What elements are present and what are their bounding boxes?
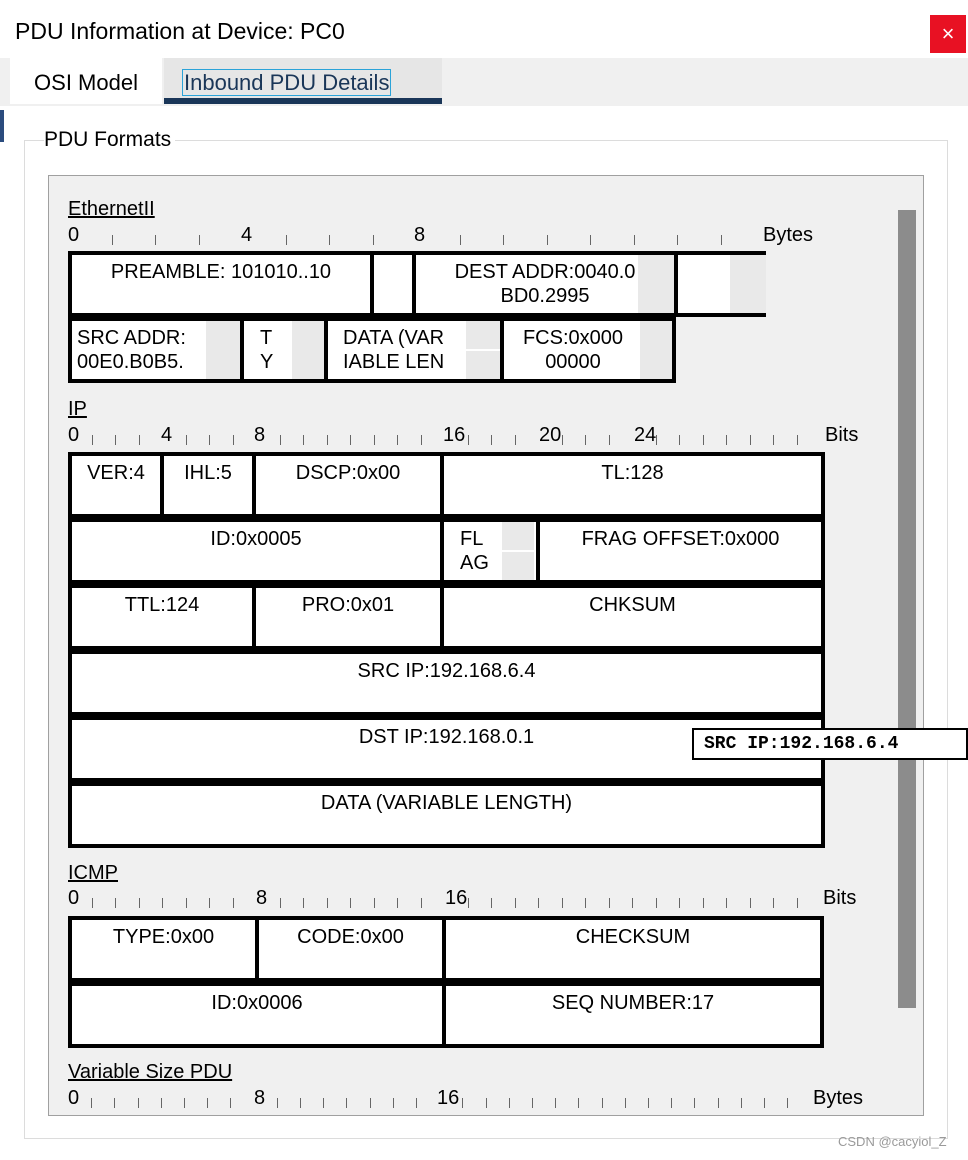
eth-data-text: DATA (VAR IABLE LEN — [343, 327, 445, 373]
eth-fcs-overflow — [640, 321, 672, 379]
ip-ruler-tick — [585, 435, 586, 445]
variable-pdu-ruler-tick — [625, 1098, 626, 1108]
icmp-ruler-tick — [139, 898, 140, 908]
ip-ruler-24: 24 — [634, 424, 657, 446]
ip-ruler-tick — [92, 435, 93, 445]
icmp-ruler-tick — [797, 898, 798, 908]
variable-pdu-ruler-tick — [787, 1098, 788, 1108]
ip-ruler-tick — [726, 435, 727, 445]
ip-frag-offset-text: FRAG OFFSET:0x000 — [581, 528, 780, 550]
variable-pdu-ruler-tick — [486, 1098, 487, 1108]
eth-cont-overflow — [730, 255, 766, 313]
variable-pdu-title: Variable Size PDU — [68, 1061, 233, 1083]
ip-tl-text: TL:128 — [601, 462, 664, 484]
variable-pdu-ruler-tick — [114, 1098, 115, 1108]
ip-data-field — [68, 782, 825, 848]
variable-pdu-ruler-tick — [184, 1098, 185, 1108]
icmp-id-text: ID:0x0006 — [211, 992, 303, 1014]
icmp-ruler-tick — [585, 898, 586, 908]
ip-dscp-text: DSCP:0x00 — [295, 462, 401, 484]
ip-dst-ip-text: DST IP:192.168.0.1 — [358, 726, 535, 748]
ip-ruler-tick — [139, 435, 140, 445]
eth-dest-addr-text: DEST ADDR:0040.0 BD0.2995 — [454, 261, 636, 307]
variable-pdu-ruler-tick — [323, 1098, 324, 1108]
icmp-seq-text: SEQ NUMBER:17 — [551, 992, 715, 1014]
icmp-ruler-tick — [303, 898, 304, 908]
ip-ruler-tick — [186, 435, 187, 445]
ip-ruler-tick — [491, 435, 492, 445]
ethernet-unit: Bytes — [763, 224, 814, 246]
icmp-id-field — [68, 982, 446, 1048]
ip-ruler-tick — [397, 435, 398, 445]
vertical-scrollbar-thumb[interactable] — [898, 210, 916, 1008]
icmp-ruler-tick — [679, 898, 680, 908]
eth-fcs-text: FCS:0x000 00000 — [522, 327, 624, 373]
close-icon: × — [941, 21, 955, 46]
background-window-edge — [0, 110, 4, 142]
variable-pdu-unit: Bytes — [813, 1087, 864, 1109]
ip-ttl-field — [68, 584, 256, 650]
ip-checksum-text: CHKSUM — [589, 594, 676, 616]
ip-data-text: DATA (VARIABLE LENGTH) — [320, 792, 573, 814]
icmp-ruler-8: 8 — [256, 887, 268, 909]
icmp-ruler-tick — [562, 898, 563, 908]
ip-ruler-tick — [656, 435, 657, 445]
variable-pdu-ruler-tick — [694, 1098, 695, 1108]
ip-ruler-tick — [797, 435, 798, 445]
ip-ver-field — [68, 452, 164, 518]
ip-id-text: ID:0x0005 — [210, 528, 302, 550]
icmp-title: ICMP — [68, 862, 118, 884]
icmp-ruler-tick — [92, 898, 93, 908]
eth-src-overflow — [206, 321, 240, 379]
icmp-ruler-tick — [421, 898, 422, 908]
icmp-ruler-tick — [468, 898, 469, 908]
ethernet-ruler-tick — [677, 235, 678, 245]
icmp-ruler-tick — [773, 898, 774, 908]
ip-ruler-tick — [468, 435, 469, 445]
icmp-ruler-0: 0 — [68, 887, 80, 909]
ip-ruler-tick — [350, 435, 351, 445]
eth-dest-overflow — [638, 255, 674, 313]
ethernet-ruler-tick — [373, 235, 374, 245]
ip-ttl-text: TTL:124 — [124, 594, 200, 616]
window-title: PDU Information at Device: PC0 — [15, 18, 345, 44]
ethernet-ruler-tick — [590, 235, 591, 245]
variable-pdu-ruler-tick — [462, 1098, 463, 1108]
ip-flag-overflow-bottom — [502, 552, 534, 580]
variable-pdu-ruler-tick — [207, 1098, 208, 1108]
eth-data-overflow-top — [466, 321, 500, 349]
ethernet-ruler-tick — [460, 235, 461, 245]
ethernet-ruler-8: 8 — [414, 224, 426, 246]
ip-ruler-tick — [374, 435, 375, 445]
ip-ruler-tick — [750, 435, 751, 445]
ip-ver-text: VER:4 — [87, 462, 145, 484]
variable-pdu-ruler-tick — [718, 1098, 719, 1108]
ip-ruler-tick — [233, 435, 234, 445]
ip-ruler-tick — [209, 435, 210, 445]
variable-pdu-ruler-tick — [648, 1098, 649, 1108]
ip-ruler-tick — [609, 435, 610, 445]
ethernet-ruler-tick — [634, 235, 635, 245]
eth-sfd-field — [370, 251, 416, 317]
variable-pdu-ruler-tick — [393, 1098, 394, 1108]
eth-preamble-text: PREAMBLE: 101010..10 — [110, 261, 332, 283]
variable-pdu-ruler-16: 16 — [437, 1087, 460, 1109]
variable-pdu-ruler-tick — [532, 1098, 533, 1108]
ip-ihl-field — [160, 452, 256, 518]
ip-dscp-field — [252, 452, 444, 518]
ip-ihl-text: IHL:5 — [184, 462, 232, 484]
icmp-ruler-tick — [703, 898, 704, 908]
ip-ruler-4: 4 — [161, 424, 173, 446]
tab-inbound-pdu-details[interactable] — [164, 58, 442, 104]
ip-ruler-16: 16 — [443, 424, 466, 446]
variable-pdu-ruler-8: 8 — [254, 1087, 266, 1109]
variable-pdu-ruler-tick — [764, 1098, 765, 1108]
icmp-ruler-tick — [632, 898, 633, 908]
icmp-code-field — [255, 916, 446, 982]
eth-preamble-field — [68, 251, 374, 317]
icmp-ruler-tick — [750, 898, 751, 908]
icmp-ruler-tick — [162, 898, 163, 908]
watermark: CSDN @cacyiol_Z — [838, 1134, 947, 1149]
field-tooltip: SRC IP:192.168.6.4 — [692, 728, 968, 760]
ethernet-ruler-tick — [329, 235, 330, 245]
tab-osi-model[interactable]: OSI Model — [10, 58, 162, 104]
ethernet-ruler-0: 0 — [68, 224, 80, 246]
variable-pdu-ruler-tick — [578, 1098, 579, 1108]
icmp-ruler-tick — [726, 898, 727, 908]
ethernet-ruler-tick — [503, 235, 504, 245]
icmp-ruler-tick — [609, 898, 610, 908]
eth-type-text: T Y — [260, 327, 274, 373]
tab-inbound-label: Inbound PDU Details — [184, 70, 390, 95]
variable-pdu-ruler-tick — [138, 1098, 139, 1108]
ethernet-ruler-tick — [286, 235, 287, 245]
ip-ruler-tick — [280, 435, 281, 445]
ip-flag-overflow-top — [502, 522, 534, 550]
icmp-code-text: CODE:0x00 — [297, 926, 404, 948]
icmp-ruler-tick — [656, 898, 657, 908]
variable-pdu-ruler-tick — [741, 1098, 742, 1108]
ip-id-field — [68, 518, 444, 584]
ip-ruler-tick — [679, 435, 680, 445]
icmp-seq-field — [442, 982, 824, 1048]
ip-ruler-tick — [562, 435, 563, 445]
ip-ruler-0: 0 — [68, 424, 80, 446]
ethernet-ruler-tick — [721, 235, 722, 245]
ip-ruler-tick — [773, 435, 774, 445]
icmp-ruler-tick — [538, 898, 539, 908]
variable-pdu-ruler-tick — [555, 1098, 556, 1108]
icmp-type-field — [68, 916, 259, 982]
ethernet-ruler-tick — [112, 235, 113, 245]
variable-pdu-ruler-tick — [300, 1098, 301, 1108]
icmp-ruler-tick — [374, 898, 375, 908]
icmp-ruler-tick — [515, 898, 516, 908]
ip-ruler-8: 8 — [254, 424, 266, 446]
icmp-ruler-16: 16 — [445, 887, 468, 909]
ip-ruler-tick — [327, 435, 328, 445]
ip-ruler-tick — [421, 435, 422, 445]
eth-data-overflow-bottom — [466, 351, 500, 379]
variable-pdu-ruler-tick — [416, 1098, 417, 1108]
eth-src-addr-text: SRC ADDR: 00E0.B0B5. — [77, 327, 186, 373]
ip-src-ip-field — [68, 650, 825, 716]
variable-pdu-ruler-tick — [161, 1098, 162, 1108]
ethernet-ruler-4: 4 — [241, 224, 253, 246]
icmp-ruler-tick — [233, 898, 234, 908]
ip-ruler-20: 20 — [539, 424, 562, 446]
ip-flag-text: FL AG — [460, 528, 489, 574]
icmp-ruler-tick — [327, 898, 328, 908]
ethernet-ruler-tick — [199, 235, 200, 245]
variable-pdu-ruler-tick — [602, 1098, 603, 1108]
icmp-checksum-text: CHECKSUM — [575, 926, 691, 948]
ethernet-ruler-tick — [547, 235, 548, 245]
close-button[interactable] — [930, 15, 966, 53]
variable-pdu-ruler-tick — [91, 1098, 92, 1108]
variable-pdu-ruler-tick — [277, 1098, 278, 1108]
icmp-ruler-tick — [186, 898, 187, 908]
variable-pdu-ruler-tick — [370, 1098, 371, 1108]
tab-bar — [0, 58, 968, 106]
icmp-ruler-tick — [115, 898, 116, 908]
ip-tl-field — [440, 452, 825, 518]
variable-pdu-ruler-tick — [509, 1098, 510, 1108]
ip-ruler-tick — [703, 435, 704, 445]
variable-pdu-ruler-tick — [230, 1098, 231, 1108]
ip-ruler-tick — [303, 435, 304, 445]
ethernet-ruler-tick — [155, 235, 156, 245]
icmp-checksum-field — [442, 916, 824, 982]
eth-type-overflow — [292, 321, 324, 379]
ip-title: IP — [68, 398, 87, 420]
icmp-unit: Bits — [823, 887, 857, 909]
variable-pdu-ruler-0: 0 — [68, 1087, 80, 1109]
ip-checksum-field — [440, 584, 825, 650]
icmp-ruler-tick — [491, 898, 492, 908]
ip-frag-offset-field — [536, 518, 825, 584]
ip-protocol-field — [252, 584, 444, 650]
ip-unit: Bits — [825, 424, 859, 446]
ip-src-ip-text: SRC IP:192.168.6.4 — [357, 660, 536, 682]
variable-pdu-ruler-tick — [671, 1098, 672, 1108]
icmp-type-text: TYPE:0x00 — [112, 926, 215, 948]
icmp-ruler-tick — [209, 898, 210, 908]
ip-protocol-text: PRO:0x01 — [301, 594, 395, 616]
icmp-ruler-tick — [397, 898, 398, 908]
variable-pdu-ruler-tick — [346, 1098, 347, 1108]
ethernet-title: EthernetII — [68, 198, 155, 220]
ip-ruler-tick — [115, 435, 116, 445]
icmp-ruler-tick — [280, 898, 281, 908]
icmp-ruler-tick — [350, 898, 351, 908]
pdu-formats-legend: PDU Formats — [44, 126, 175, 154]
ip-ruler-tick — [515, 435, 516, 445]
